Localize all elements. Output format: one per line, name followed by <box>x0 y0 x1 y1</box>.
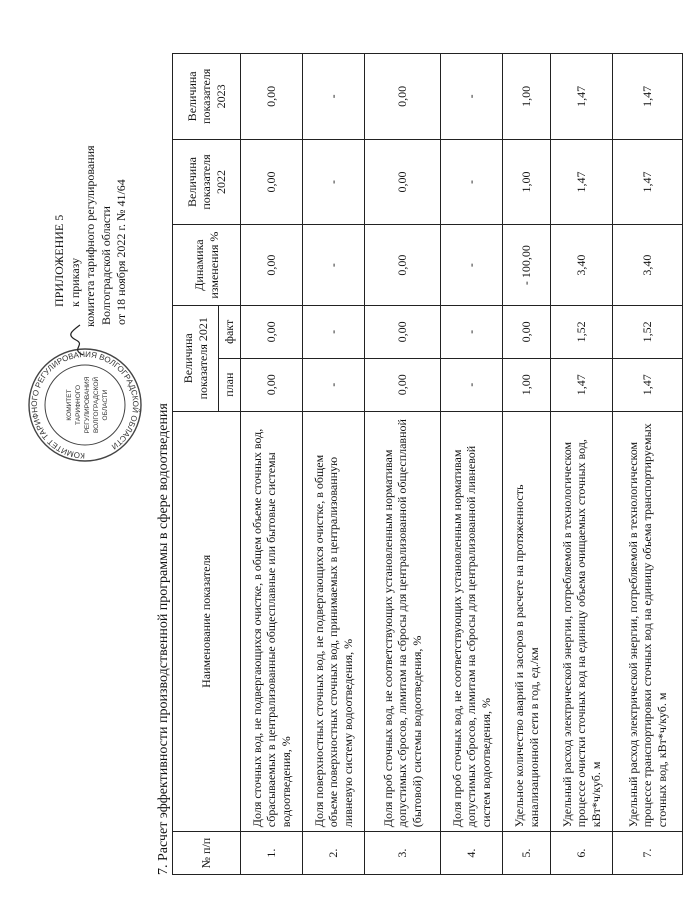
row-name: Удельный расход электрической энергии, потребляемой в технологическом процессе транспортировки сточных вод на единицу объема транспортируемых сточных вод, кВт*ч/куб. м <box>613 411 683 832</box>
appendix-committee: комитета тарифного регулирования <box>83 145 98 327</box>
seal-inner-line: КОМИТЕТ <box>66 389 73 421</box>
seal-inner-line: ОБЛАСТИ <box>102 389 109 421</box>
row-num: 5. <box>503 832 551 875</box>
header-fact: факт <box>219 305 241 358</box>
header-plan: план <box>219 358 241 411</box>
row-fact: - <box>303 305 365 358</box>
row-fact: 1,52 <box>613 305 683 358</box>
header-dynamics: Динамика изменения % <box>173 225 241 306</box>
row-value-2023: 1,47 <box>551 54 613 140</box>
row-dynamics: 0,00 <box>365 225 441 306</box>
table-row <box>241 54 303 875</box>
table-row <box>613 54 683 875</box>
row-fact: - <box>441 305 503 358</box>
row-dynamics: 3,40 <box>551 225 613 306</box>
row-dynamics: - <box>303 225 365 306</box>
row-name: Доля проб сточных вод, не соответствующих установленным нормативам допустимых сбросов, лимитам на сбросы для централизованной ливневой систем водоотведения, % <box>441 411 503 832</box>
appendix-order-ref: к приказу <box>67 257 82 307</box>
seal-outer-text: КОМИТЕТ ТАРИФНОГО РЕГУЛИРОВАНИЯ ВОЛГОГРАДСКОЙ ОБЛАСТИ <box>29 349 141 461</box>
row-value-2023: 1,00 <box>503 54 551 140</box>
seal-inner-line: ВОЛГОГРАДСКОЙ <box>93 376 100 434</box>
row-num: 4. <box>441 832 503 875</box>
row-plan: 1,47 <box>613 358 683 411</box>
row-num: 7. <box>613 832 683 875</box>
row-dynamics: 3,40 <box>613 225 683 306</box>
table-row <box>503 54 551 875</box>
efficiency-table <box>172 53 683 875</box>
appendix-region: Волгоградской области <box>98 206 113 325</box>
row-value-2023: 1,47 <box>613 54 683 140</box>
row-value-2022: - <box>303 139 365 225</box>
row-fact: 1,52 <box>551 305 613 358</box>
section-title: 7. Расчет эффективности производственной программы в сфере водоотведения <box>156 403 171 875</box>
row-num: 3. <box>365 832 441 875</box>
row-dynamics: - <box>441 225 503 306</box>
table-row <box>551 54 613 875</box>
row-name: Удельное количество аварий и засоров в расчете на протяженность канализационной сети в год, ед./км <box>503 411 551 832</box>
row-name: Доля проб сточных вод, не соответствующих установленным нормативам допустимых сбросов, лимитам на сбросы для централизованной общесплавной (бытовой) системы водоотведения, % <box>365 411 441 832</box>
row-plan: - <box>303 358 365 411</box>
row-plan: - <box>441 358 503 411</box>
header-name: Наименование показателя <box>173 411 241 832</box>
appendix-header <box>52 37 130 437</box>
row-value-2023: 0,00 <box>365 54 441 140</box>
row-num: 6. <box>551 832 613 875</box>
row-fact: 0,00 <box>241 305 303 358</box>
row-dynamics: - 100,00 <box>503 225 551 306</box>
row-num: 2. <box>303 832 365 875</box>
header-num: № п/п <box>173 832 241 875</box>
appendix-title: ПРИЛОЖЕНИЕ 5 <box>52 214 66 307</box>
row-value-2023: - <box>441 54 503 140</box>
seal-inner-line: РЕГУЛИРОВАНИЯ <box>84 376 91 434</box>
row-value-2022: - <box>441 139 503 225</box>
header-value-2022: Величина показателя 2022 <box>173 139 241 225</box>
row-value-2023: - <box>303 54 365 140</box>
row-plan: 0,00 <box>241 358 303 411</box>
table-row <box>441 54 503 875</box>
row-value-2022: 0,00 <box>241 139 303 225</box>
row-value-2023: 0,00 <box>241 54 303 140</box>
row-plan: 0,00 <box>365 358 441 411</box>
row-dynamics: 0,00 <box>241 225 303 306</box>
row-plan: 1,00 <box>503 358 551 411</box>
table-row <box>365 54 441 875</box>
row-name: Доля сточных вод, не подвергающихся очистке, в общем объеме сточных вод, сбрасываемых в централизованные общесплавные или бытовые системы водоотведения, % <box>241 411 303 832</box>
row-value-2022: 1,00 <box>503 139 551 225</box>
row-name: Удельный расход электрической энергии, потребляемой в технологическом процессе очистки сточных вод на единицу объема очищаемых сточных вод, кВт*ч/куб. м <box>551 411 613 832</box>
row-value-2022: 0,00 <box>365 139 441 225</box>
header-value-2021: Величина показателя 2021 <box>173 305 219 411</box>
header-value-2023: Величина показателя 2023 <box>173 54 241 140</box>
row-num: 1. <box>241 832 303 875</box>
row-plan: 1,47 <box>551 358 613 411</box>
row-fact: 0,00 <box>365 305 441 358</box>
row-name: Доля поверхностных сточных вод, не подвергающихся очистке, в общем объеме поверхностных сточных вод, принимаемых в централизованную ливневую систему водоотведения, % <box>303 411 365 832</box>
row-value-2022: 1,47 <box>613 139 683 225</box>
row-value-2022: 1,47 <box>551 139 613 225</box>
appendix-date: от 18 ноября 2022 г. № 41/64 <box>114 179 129 325</box>
row-fact: 0,00 <box>503 305 551 358</box>
seal-inner-line: ТАРИФНОГО <box>75 385 82 425</box>
table-row <box>303 54 365 875</box>
